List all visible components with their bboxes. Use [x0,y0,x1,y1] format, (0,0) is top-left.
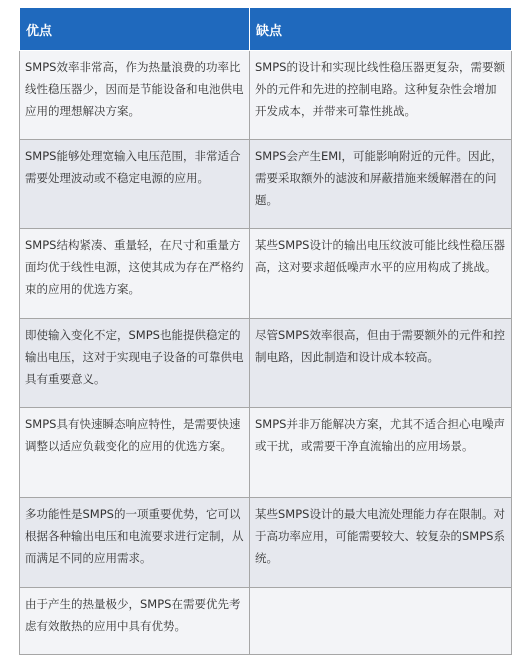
disadvantage-cell: SMPS并非万能解决方案，尤其不适合担心电噪声或干扰，或需要干净直流输出的应用场景。 [250,408,512,498]
disadvantage-cell: 某些SMPS设计的输出电压纹波可能比线性稳压器高，这对要求超低噪声水平的应用构成了挑战。 [250,229,512,319]
disadvantage-cell: 尽管SMPS效率很高，但由于需要额外的元件和控制电路，因此制造和设计成本较高。 [250,319,512,408]
disadvantage-cell: 某些SMPS设计的最大电流处理能力存在限制。对于高功率应用，可能需要较大、较复杂的SMPS系统。 [250,498,512,588]
pros-cons-table [19,7,512,655]
table-row [20,408,512,498]
comparison-table-container [19,7,511,655]
advantage-cell: 即使输入变化不定，SMPS也能提供稳定的输出电压，这对于实现电子设备的可靠供电具有重要意义。 [20,319,250,408]
disadvantage-cell [250,588,512,655]
table-row [20,498,512,588]
header-disadvantages: 缺点 [250,8,512,51]
table-row [20,51,512,140]
advantage-cell: SMPS效率非常高，作为热量浪费的功率比线性稳压器少，因而是节能设备和电池供电应用的理想解决方案。 [20,51,250,140]
table-row [20,319,512,408]
advantage-cell: 由于产生的热量极少，SMPS在需要优先考虑有效散热的应用中具有优势。 [20,588,250,655]
advantage-cell: SMPS具有快速瞬态响应特性，是需要快速调整以适应负载变化的应用的优选方案。 [20,408,250,498]
header-advantages: 优点 [20,8,250,51]
table-row [20,229,512,319]
advantage-cell: 多功能性是SMPS的一项重要优势，它可以根据各种输出电压和电流要求进行定制，从而满足不同的应用需求。 [20,498,250,588]
table-header-row [20,8,512,51]
advantage-cell: SMPS能够处理宽输入电压范围，非常适合需要处理波动或不稳定电源的应用。 [20,140,250,229]
disadvantage-cell: SMPS的设计和实现比线性稳压器更复杂，需要额外的元件和先进的控制电路。这种复杂性会增加开发成本，并带来可靠性挑战。 [250,51,512,140]
table-row [20,140,512,229]
table-row [20,588,512,655]
disadvantage-cell: SMPS会产生EMI，可能影响附近的元件。因此，需要采取额外的滤波和屏蔽措施来缓解潜在的问题。 [250,140,512,229]
advantage-cell: SMPS结构紧凑、重量轻，在尺寸和重量方面均优于线性电源，这使其成为存在严格约束的应用的优选方案。 [20,229,250,319]
